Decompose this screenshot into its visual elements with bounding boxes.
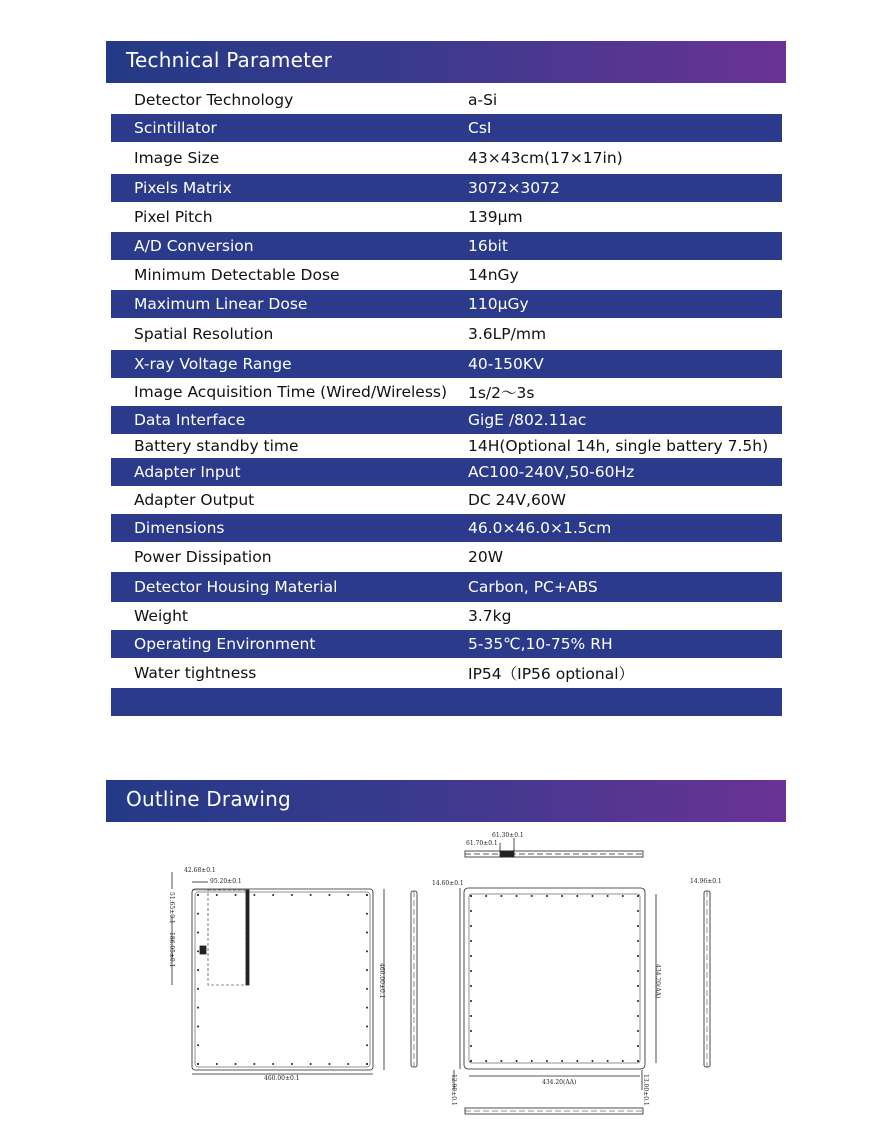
mounting-hole (485, 895, 487, 897)
spec-value: 110μGy (468, 295, 529, 313)
spec-value: IP54（IP56 optional） (468, 665, 635, 683)
mounting-hole (272, 1063, 274, 1065)
mounting-hole (197, 969, 199, 971)
spec-row (111, 318, 782, 350)
outline-drawing-header (106, 780, 786, 822)
mounting-hole (310, 1063, 312, 1065)
spec-row (111, 232, 782, 260)
mounting-hole (366, 932, 368, 934)
dim-left-d: 186.05±0.1 (168, 932, 175, 968)
mounting-hole (347, 894, 349, 896)
spec-value: 43×43cm(17×17in) (468, 149, 623, 167)
mounting-hole (291, 1063, 293, 1065)
mounting-hole (516, 895, 518, 897)
mounting-hole (516, 1060, 518, 1062)
spec-value: a-Si (468, 91, 498, 109)
mounting-hole (470, 985, 472, 987)
technical-parameter-header (106, 41, 786, 83)
active-area-view (432, 880, 661, 1106)
spec-label: Data Interface (134, 411, 246, 429)
mounting-hole (366, 950, 368, 952)
mounting-hole (235, 1063, 237, 1065)
mounting-hole (197, 1044, 199, 1046)
mounting-hole (291, 894, 293, 896)
spec-row (111, 486, 782, 514)
spec-label: Power Dissipation (134, 548, 272, 566)
spec-row (111, 602, 782, 630)
mounting-hole (470, 1030, 472, 1032)
dim-left-c: 95.20±0.1 (210, 878, 242, 885)
spec-row (111, 174, 782, 202)
spec-row (111, 630, 782, 658)
front-view (168, 867, 385, 1082)
mounting-hole (622, 895, 624, 897)
spec-row (111, 458, 782, 486)
mounting-hole (500, 895, 502, 897)
outline-drawing (160, 828, 730, 1118)
spec-row (111, 658, 782, 688)
mounting-hole (366, 1044, 368, 1046)
spec-label: Maximum Linear Dose (134, 295, 308, 313)
mounting-hole (366, 1025, 368, 1027)
spec-label: Dimensions (134, 519, 225, 537)
mounting-hole (470, 1015, 472, 1017)
mounting-hole (366, 969, 368, 971)
dim-left-a: 51.65±0.1 (168, 892, 175, 924)
spec-value: 139μm (468, 208, 523, 226)
spec-label: Spatial Resolution (134, 325, 274, 343)
spec-label: X-ray Voltage Range (134, 355, 292, 373)
mounting-hole (470, 1045, 472, 1047)
spec-row (111, 290, 782, 318)
mounting-hole (576, 1060, 578, 1062)
mounting-hole (197, 988, 199, 990)
mounting-hole (607, 1060, 609, 1062)
spec-label: Operating Environment (134, 635, 316, 653)
mounting-hole (470, 940, 472, 942)
mounting-hole (637, 955, 639, 957)
mounting-hole (637, 1000, 639, 1002)
spec-value: 5-35℃,10-75% RH (468, 635, 613, 653)
mounting-hole (272, 894, 274, 896)
top-edge-view (465, 832, 643, 857)
dim-right-thickness: 14.96±0.1 (690, 878, 722, 885)
mounting-hole (637, 970, 639, 972)
spec-value: DC 24V,60W (468, 491, 566, 509)
spec-table (111, 86, 782, 716)
mounting-hole (197, 1007, 199, 1009)
spec-row (111, 202, 782, 232)
mounting-hole (637, 910, 639, 912)
dim-height: 460.00±0.1 (378, 963, 385, 999)
bottom-edge-view (465, 1108, 643, 1114)
mounting-hole (637, 1015, 639, 1017)
dim-top-b: 61.70±0.1 (466, 840, 498, 847)
spec-label: Pixels Matrix (134, 179, 232, 197)
technical-parameter-title: Technical Parameter (126, 48, 333, 72)
mounting-hole (470, 925, 472, 927)
outline-drawing-title: Outline Drawing (126, 787, 291, 811)
spec-label: Battery standby time (134, 437, 299, 455)
mounting-hole (637, 985, 639, 987)
spec-label: Detector Housing Material (134, 578, 338, 596)
mounting-hole (622, 1060, 624, 1062)
left-side-profile (411, 891, 417, 1067)
mounting-hole (607, 895, 609, 897)
mounting-hole (576, 895, 578, 897)
spec-label: Water tightness (134, 664, 257, 682)
mounting-hole (310, 894, 312, 896)
mounting-hole (253, 1063, 255, 1065)
spec-value: CsI (468, 119, 492, 137)
spec-row (111, 142, 782, 174)
spec-row (111, 114, 782, 142)
spec-label: Detector Technology (134, 91, 294, 109)
mounting-hole (637, 940, 639, 942)
dim-bottom-a: 12.90±0.1 (450, 1074, 457, 1106)
mounting-hole (328, 894, 330, 896)
mounting-hole (366, 1007, 368, 1009)
dim-left-b: 42.68±0.1 (184, 867, 216, 874)
spec-row (111, 406, 782, 434)
dim-width: 460.00±0.1 (264, 1075, 300, 1082)
mounting-hole (235, 894, 237, 896)
spec-label: Adapter Output (134, 491, 255, 509)
mounting-hole (347, 1063, 349, 1065)
spec-value: 3072×3072 (468, 179, 560, 197)
mounting-hole (216, 894, 218, 896)
spec-row (111, 434, 782, 458)
mounting-hole (637, 895, 639, 897)
spec-row (111, 514, 782, 542)
spec-value: 20W (468, 548, 504, 566)
mounting-hole (591, 1060, 593, 1062)
mounting-hole (366, 913, 368, 915)
mounting-hole (591, 895, 593, 897)
spec-row (111, 572, 782, 602)
dim-side-thickness: 14.60±0.1 (432, 880, 464, 887)
mounting-hole (197, 1063, 199, 1065)
spec-value: 14H(Optional 14h, single battery 7.5h) (468, 437, 769, 455)
mounting-hole (470, 895, 472, 897)
mounting-hole (197, 1025, 199, 1027)
right-side-profile (690, 878, 722, 1067)
mounting-hole (546, 895, 548, 897)
mounting-hole (470, 970, 472, 972)
mounting-hole (637, 925, 639, 927)
mounting-hole (197, 932, 199, 934)
mounting-hole (328, 1063, 330, 1065)
mounting-hole (546, 1060, 548, 1062)
spec-label: Minimum Detectable Dose (134, 266, 340, 284)
spec-row (111, 350, 782, 378)
spec-label: Image Acquisition Time (Wired/Wireless) (134, 383, 448, 401)
mounting-hole (470, 1060, 472, 1062)
spec-label: Adapter Input (134, 463, 241, 481)
spec-value: 3.6LP/mm (468, 325, 547, 343)
mounting-hole (366, 1063, 368, 1065)
spec-value: 40-150KV (468, 355, 544, 373)
spec-row (111, 378, 782, 406)
spec-value: 46.0×46.0×1.5cm (468, 519, 612, 537)
spec-table-footer-bar (111, 688, 782, 716)
mounting-hole (366, 988, 368, 990)
mounting-hole (470, 1000, 472, 1002)
spec-row (111, 260, 782, 290)
mounting-hole (253, 894, 255, 896)
mounting-hole (561, 1060, 563, 1062)
mounting-hole (485, 1060, 487, 1062)
mounting-hole (470, 955, 472, 957)
spec-value: 3.7kg (468, 607, 512, 625)
spec-label: A/D Conversion (134, 237, 254, 255)
mounting-hole (470, 910, 472, 912)
spec-value: GigE /802.11ac (468, 411, 587, 429)
mounting-hole (500, 1060, 502, 1062)
mounting-hole (637, 1060, 639, 1062)
spec-row (111, 542, 782, 572)
spec-label: Weight (134, 607, 189, 625)
spec-row (111, 86, 782, 114)
dim-bottom-b: 13.00±0.1 (642, 1074, 649, 1106)
mounting-hole (216, 1063, 218, 1065)
mounting-hole (531, 895, 533, 897)
spec-label: Scintillator (134, 119, 217, 137)
dim-top-a: 61.30±0.1 (492, 832, 524, 839)
spec-value: 14nGy (468, 266, 519, 284)
dim-aa-height: 434.20(AA) (654, 964, 661, 999)
mounting-hole (561, 895, 563, 897)
mounting-hole (637, 1045, 639, 1047)
spec-label: Image Size (134, 149, 220, 167)
spec-value: Carbon, PC+ABS (468, 578, 598, 596)
spec-value: AC100-240V,50-60Hz (468, 463, 635, 481)
mounting-hole (197, 894, 199, 896)
mounting-hole (366, 894, 368, 896)
spec-value: 1s/2～3s (468, 384, 535, 402)
dim-aa-width: 434.20(AA) (542, 1079, 577, 1086)
mounting-hole (197, 913, 199, 915)
mounting-hole (197, 950, 199, 952)
spec-label: Pixel Pitch (134, 208, 213, 226)
mounting-hole (531, 1060, 533, 1062)
spec-value: 16bit (468, 237, 508, 255)
mounting-hole (637, 1030, 639, 1032)
